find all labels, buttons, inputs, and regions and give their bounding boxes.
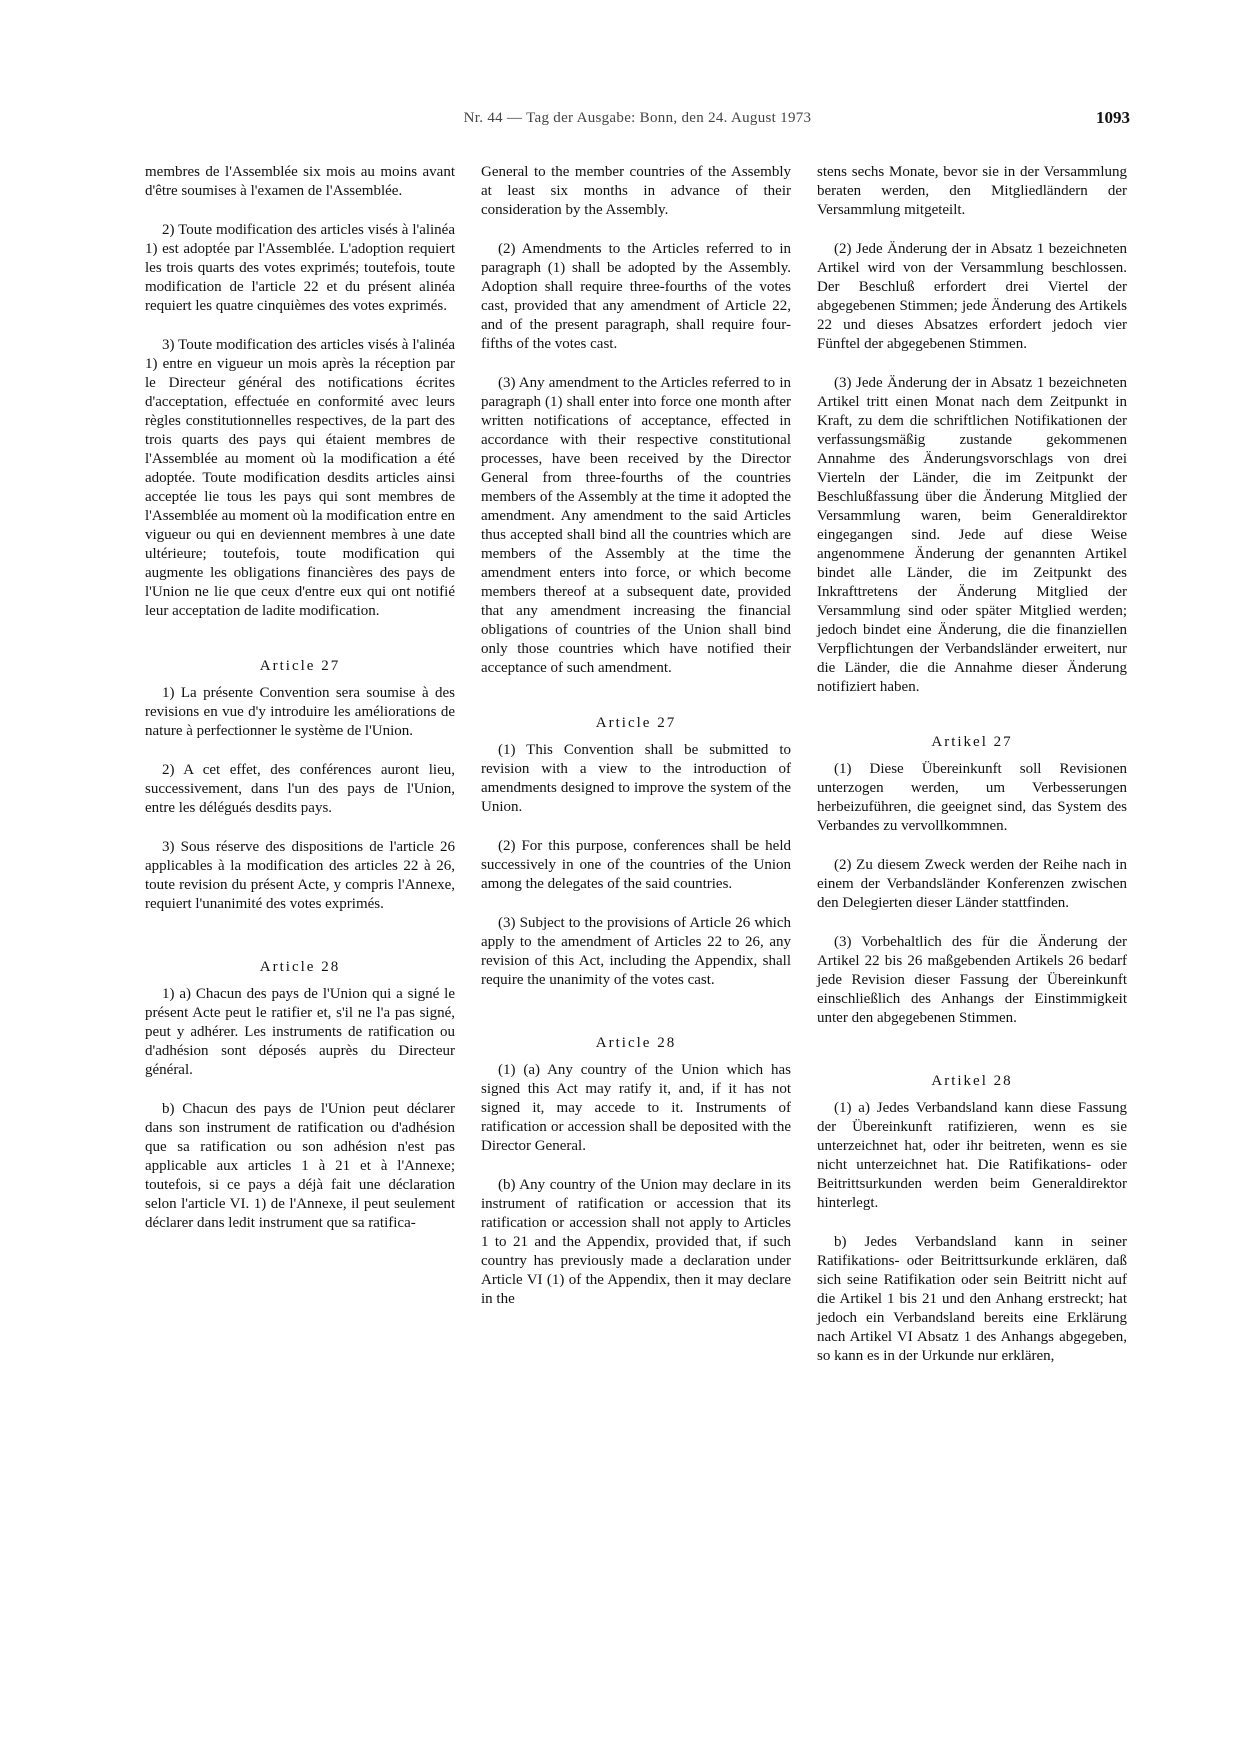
article-27-heading: Article 27	[259, 658, 341, 674]
paragraph-art27-1: (1) Diese Übereinkunft soll Revisionen unterzogen werden, um Verbesserungen herbeizuführen, die geeignet sind, das System des Verbandes zu vervollkommnen.	[817, 761, 1127, 834]
article-28-heading: Artikel 28	[931, 1073, 1013, 1089]
article-27-heading: Artikel 27	[931, 734, 1013, 750]
paragraph-art28-1a: (1) a) Jedes Verbandsland kann diese Fassung der Übereinkunft ratifizieren, wenn es sie unterzeichnet hat, oder ihr beitreten, wenn es sie nicht unterzeichnet hat. Die Ratifikations- oder Beitrittsurkunden werden beim Generaldirektor hinterlegt.	[817, 1100, 1127, 1211]
paragraph-art26-1-cont: General to the member countries of the Assembly at least six months in advance of their consideration by the Assembly.	[481, 164, 791, 218]
paragraph-art26-1-cont: membres de l'Assemblée six mois au moins avant d'être soumises à l'examen de l'Assemblée.	[145, 164, 455, 199]
paragraph-art28-1b: b) Jedes Verbandsland kann in seiner Ratifikations- oder Beitrittsurkunde erklären, daß sich seine Ratifikation oder sein Beitritt nicht auf die Artikel 1 bis 21 und den Anhang erstreckt; hat jedoch ein Verbandsland bereits eine Erklärung nach Artikel VI Absatz 1 des Anhangs abgegeben, so kann es in der Urkunde nur erklären,	[817, 1234, 1127, 1364]
page-number: 1093	[1096, 108, 1130, 127]
paragraph-art26-3: 3) Toute modification des articles visés à l'alinéa 1) entre en vigueur un mois après la réception par le Directeur général des notifications écrites d'acceptation, effectuée en conformité avec leurs règles constitutionnelles respectives, de la part des trois quarts des pays qui étaient membres de l'Assemblée au moment où la modification a été adoptée. Toute modification desdits articles ainsi acceptée lie tous les pays qui sont membres de l'Assemblée au moment où la modification entre en vigueur ou qui en deviennent membres à une date ultérieure; toutefois, toute modification qui augmente les obligations financières des pays de l'Union ne lie que ceux d'entre eux qui ont notifié leur acceptation de ladite modification.	[145, 337, 455, 619]
paragraph-art28-1b: b) Chacun des pays de l'Union peut déclarer dans son instrument de ratification ou d'adhésion que sa ratification ou son adhésion n'est pas applicable aux articles 1 à 21 et à l'Annexe; toutefois, si ce pays a déjà fait une déclaration selon l'article VI. 1) de l'Annexe, il peut seulement déclarer dans ledit instrument que sa ratifica-	[145, 1101, 455, 1231]
paragraph-art28-1a: (1) (a) Any country of the Union which has signed this Act may ratify it, and, if it has not signed it, may accede to it. Instruments of ratification or accession shall be deposited with the Director General.	[481, 1062, 791, 1154]
paragraph-art27-3: 3) Sous réserve des dispositions de l'article 26 applicables à la modification des articles 22 à 26, toute revision du présent Acte, y compris l'Annexe, requiert l'unanimité des votes exprimés.	[145, 839, 455, 912]
article-28-heading: Article 28	[595, 1035, 677, 1051]
paragraph-art26-2: (2) Jede Änderung der in Absatz 1 bezeichneten Artikel wird von der Versammlung beschlossen. Der Beschluß erfordert drei Viertel der abgegebenen Stimmen; jede Änderung des Artikels 22 und dieses Absatzes erfordert jedoch vier Fünftel der abgegebenen Stimmen.	[817, 241, 1127, 352]
article-28-heading: Article 28	[259, 959, 341, 975]
column-french	[145, 163, 455, 1253]
paragraph-art26-1-cont: stens sechs Monate, bevor sie in der Versammlung beraten werden, den Mitgliedländern der Versammlung mitgeteilt.	[817, 164, 1127, 218]
column-german	[817, 163, 1127, 1386]
paragraph-art27-3: (3) Subject to the provisions of Article 26 which apply to the amendment of Articles 22 to 26, any revision of this Act, including the Appendix, shall require the unanimity of the votes cast.	[481, 915, 791, 988]
paragraph-art26-3: (3) Any amendment to the Articles referred to in paragraph (1) shall enter into force one month after written notifications of acceptance, effected in accordance with their respective constitutional processes, have been received by the Director General from three-fourths of the countries members of the Assembly at the time it adopted the amendment. Any amendment to the said Articles thus accepted shall bind all the countries which are members of the Assembly at the time the amendment enters into force, or which become members thereof at a subsequent date, provided that any amendment increasing the financial obligations of countries of the Union shall bind only those countries which have notified their acceptance of such amendment.	[481, 375, 791, 676]
paragraph-art27-2: (2) For this purpose, conferences shall be held successively in one of the countries of the Union among the delegates of the said countries.	[481, 838, 791, 892]
running-title: Nr. 44 — Tag der Ausgabe: Bonn, den 24. August 1973	[463, 110, 812, 126]
paragraph-art27-1: 1) La présente Convention sera soumise à des revisions en vue d'y introduire les améliorations de nature à perfectionner le système de l'Union.	[145, 685, 455, 739]
paragraph-art27-1: (1) This Convention shall be submitted to revision with a view to the introduction of amendments designed to improve the system of the Union.	[481, 742, 791, 815]
page-header	[145, 110, 1130, 134]
article-27-heading: Article 27	[595, 715, 677, 731]
paragraph-art26-2: 2) Toute modification des articles visés à l'alinéa 1) est adoptée par l'Assemblée. L'adoption requiert les trois quarts des votes exprimés; toutefois, toute modification de l'article 22 et du présent alinéa requiert les quatre cinquièmes des votes exprimés.	[145, 222, 455, 314]
paragraph-art27-2: (2) Zu diesem Zweck werden der Reihe nach in einem der Verbandsländer Konferenzen zwischen den Delegierten dieser Länder stattfinden.	[817, 857, 1127, 911]
paragraph-art28-1a: 1) a) Chacun des pays de l'Union qui a signé le présent Acte peut le ratifier et, s'il ne l'a pas signé, peut y adhérer. Les instruments de ratification ou d'adhésion sont déposés auprès du Directeur général.	[145, 986, 455, 1078]
paragraph-art27-2: 2) A cet effet, des conférences auront lieu, successivement, dans l'un des pays de l'Union, entre les délégués desdits pays.	[145, 762, 455, 816]
paragraph-art26-3: (3) Jede Änderung der in Absatz 1 bezeichneten Artikel tritt einen Monat nach dem Zeitpunkt in Kraft, zu dem die schriftlichen Notifikationen der verfassungsmäßig zustande gekommenen Annahme des Änderungsvorschlags von drei Vierteln der Länder, die im Zeitpunkt der Beschlußfassung über die Änderung Mitglied der Versammlung waren, beim Generaldirektor eingegangen sind. Jede auf diese Weise angenommene Änderung der genannten Artikel bindet alle Länder, die im Zeitpunkt des Inkrafttretens der Änderung Mitglied der Versammlung sind oder später Mitglied werden; jedoch bindet eine Änderung, die die finanziellen Verpflichtungen der Verbandsländer erweitert, nur die Länder, die die Annahme dieser Änderung notifiziert haben.	[817, 375, 1127, 695]
column-english	[481, 163, 791, 1329]
paragraph-art28-1b: (b) Any country of the Union may declare in its instrument of ratification or accession that its ratification or accession shall not apply to Articles 1 to 21 and the Appendix, provided that, if such country has previously made a declaration under Article VI (1) of the Appendix, then it may declare in the	[481, 1177, 791, 1307]
paragraph-art27-3: (3) Vorbehaltlich des für die Änderung der Artikel 22 bis 26 maßgebenden Artikels 26 bedarf jede Revision dieser Fassung der Übereinkunft einschließlich des Anhangs der Einstimmigkeit unter den abgegebenen Stimmen.	[817, 934, 1127, 1026]
paragraph-art26-2: (2) Amendments to the Articles referred to in paragraph (1) shall be adopted by the Assembly. Adoption shall require three-fourths of the votes cast, provided that any amendment of Article 22, and of the present paragraph, shall require four-fifths of the votes cast.	[481, 241, 791, 352]
